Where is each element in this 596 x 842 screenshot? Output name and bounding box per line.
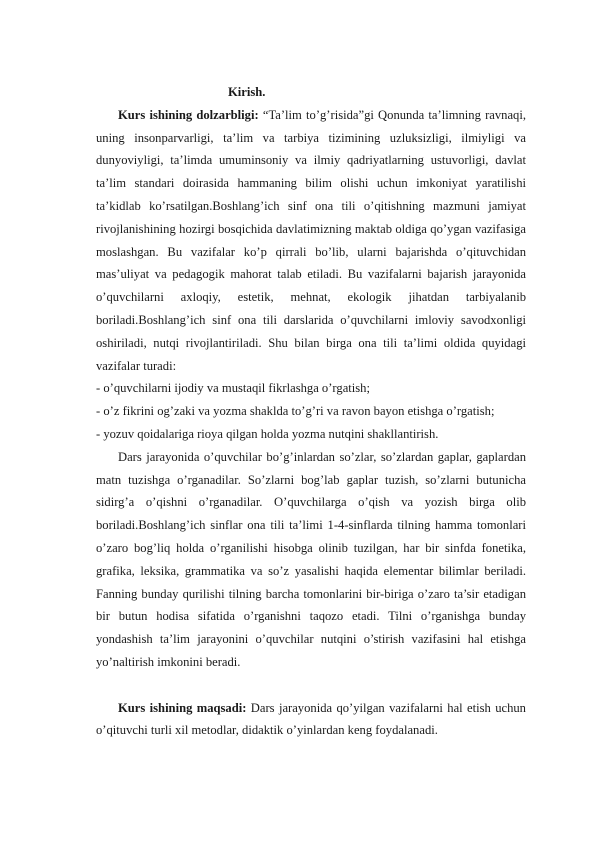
task-list-item-1: - o’quvchilarni ijodiy va mustaqil fikrlashga o’rgatish; [96,381,370,396]
lesson-process-paragraph: Dars jarayonida o’quvchilar bo’g’inlardan so’zlar, so’zlardan gaplar, gaplardan matn tuzishga o’rganadilar. So’zlarni bog’lab gaplar tuzish, so’zlarni butunicha sidirg’a o’qishni o’rganadilar. O’quvchilarga o’qish va yozish birga olib boriladi.Boshlang’ich sinflar ona tili ta’limi 1-4-sinflarda tilning hamma tomonlari o’zaro bog’liq holda o’rganilishi hisobga olinib tuzilgan, har bir sinfda fonetika, grafika, leksika, grammatika va so’z yasalishi haqida elementar bilimlar beriladi. Fanning bunday qurilishi tilning barcha tomonlarini bir-biriga o’zaro ta’sir etadigan bir butun hodisa sifatida o’rganishni taqozo etadi. Tilni o’rganishga bunday yondashish ta’lim jarayonini o’quvchilar nutqini o’stirish vazifasini hal etishga yo’naltirish imkonini beradi. [96,449,526,669]
page-heading: Kirish. [228,85,266,99]
relevance-text: “Ta’lim to’g’risida”gi Qonunda ta’limning ravnaqi, uning insonparvarligi, ta’lim va tarbiya tizimining uzluksizligi, ilmiyligi va dunyoviyligi, ta’limda umuminsoniy va ilmiy qadriyatlarning ustuvorligi, davlat ta’lim standari doirasida hammaning bilim olishi uchun imkoniyat yaratilishi ta’kidlab ko’rsatilgan.Boshlang’ich sinf ona tili o’qitishning mazmuni jamiyat rivojlanishining hozirgi bosqichida davlatimizning maktab oldiga qo’ygan vazifasiga moslashgan. Bu vazifalar ko’p qirrali bo’lib, ularni bajarishda o’qituvchidan mas’uliyat va pedagogik mahorat talab etiladi. Bu vazifalarni bajarish jarayonida o’quvchilarni axloqiy, estetik, mehnat, ekologik jihatdan tarbiyalanib boriladi.Boshlang’ich sinf ona tili darslarida o’quvchilarni imloviy savodxonligi oshiriladi, nutqi rivojlantiriladi. Shu bilan birga ona tili ta’limi oldida quyidagi vazifalar turadi: [96,107,526,373]
relevance-lead: Kurs ishining dolzarbligi: [118,107,259,122]
goal-lead: Kurs ishining maqsadi: [118,700,247,715]
paragraph-spacer [96,674,526,697]
task-list-item-3: - yozuv qoidalariga rioya qilgan holda yozma nutqini shakllantirish. [96,426,439,441]
goal-paragraph [96,697,526,743]
goal-text: Dars jarayonida qo’yilgan vazifalarni hal etish uchun o’qituvchi turli xil metodlar, didaktik o’yinlardan keng foydalanadi. [96,700,526,738]
document-page [96,81,526,742]
relevance-paragraph [96,104,526,378]
task-list-item-2: - o’z fikrini og’zaki va yozma shaklda to’g’ri va ravon bayon etishga o’rgatish; [96,404,495,419]
